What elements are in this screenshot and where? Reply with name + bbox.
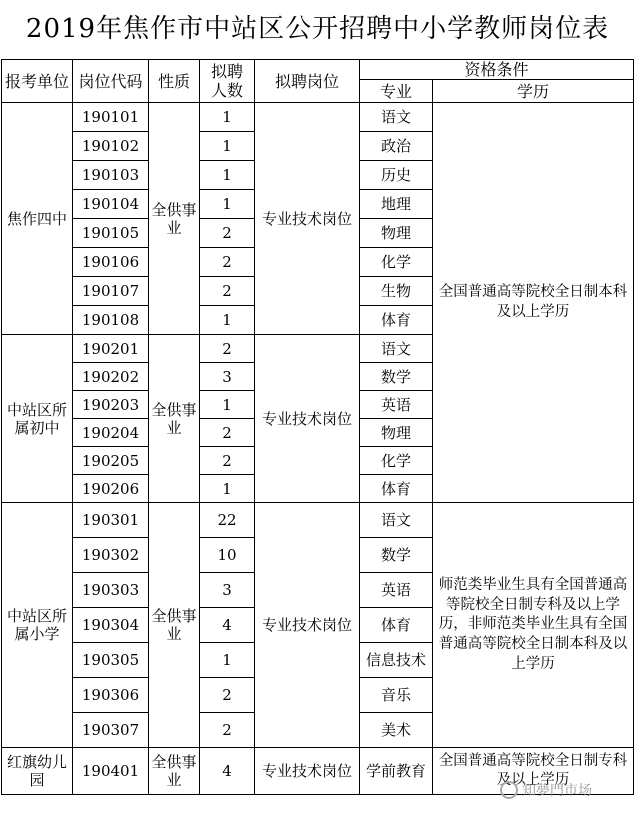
post-cell: 专业技术岗位	[255, 335, 360, 503]
table-body	[2, 60, 634, 795]
major-cell: 体育	[360, 608, 433, 643]
header-count-line1: 拟聘	[210, 61, 243, 81]
code-cell: 190106	[73, 248, 149, 277]
count-cell: 1	[200, 643, 255, 678]
post-cell: 专业技术岗位	[255, 103, 360, 335]
code-cell: 190201	[73, 335, 149, 363]
table-row	[2, 103, 634, 132]
count-cell: 2	[200, 277, 255, 306]
header-major: 专业	[360, 80, 433, 103]
major-cell: 语文	[360, 103, 433, 132]
major-cell: 美术	[360, 713, 433, 748]
code-cell: 190204	[73, 419, 149, 447]
count-cell: 10	[200, 538, 255, 573]
header-count-line2: 人数	[210, 81, 243, 101]
code-cell: 190302	[73, 538, 149, 573]
major-cell: 英语	[360, 573, 433, 608]
major-cell: 数学	[360, 538, 433, 573]
major-cell: 音乐	[360, 678, 433, 713]
code-cell: 190105	[73, 219, 149, 248]
count-cell: 3	[200, 573, 255, 608]
count-cell: 1	[200, 103, 255, 132]
code-cell: 190303	[73, 573, 149, 608]
education-cell: 全国普通高等院校全日制本科及以上学历	[433, 103, 634, 503]
count-cell: 2	[200, 248, 255, 277]
major-cell: 化学	[360, 447, 433, 475]
count-cell: 2	[200, 713, 255, 748]
major-cell: 地理	[360, 190, 433, 219]
wechat-logo-icon	[500, 781, 518, 799]
count-cell: 1	[200, 132, 255, 161]
major-cell: 信息技术	[360, 643, 433, 678]
code-cell: 190107	[73, 277, 149, 306]
watermark	[500, 776, 630, 804]
count-cell: 1	[200, 161, 255, 190]
nature-cell: 全供事业	[149, 748, 200, 795]
nature-cell: 全供事业	[149, 503, 200, 748]
major-cell: 历史	[360, 161, 433, 190]
major-cell: 语文	[360, 503, 433, 538]
major-cell: 物理	[360, 219, 433, 248]
job-table	[1, 59, 634, 795]
major-cell: 化学	[360, 248, 433, 277]
header-count	[200, 60, 255, 103]
code-cell: 190104	[73, 190, 149, 219]
post-cell: 专业技术岗位	[255, 748, 360, 795]
table-row	[2, 503, 634, 538]
watermark-text: 知夢門市场	[522, 783, 592, 799]
count-cell: 2	[200, 219, 255, 248]
major-cell: 体育	[360, 475, 433, 503]
count-cell: 1	[200, 475, 255, 503]
education-cell: 全国普通高等院校全日制专科及以上学历	[433, 748, 634, 795]
code-cell: 190305	[73, 643, 149, 678]
unit-cell: 红旗幼儿园	[2, 748, 73, 795]
header-row-1	[2, 60, 634, 80]
code-cell: 190203	[73, 391, 149, 419]
major-cell: 英语	[360, 391, 433, 419]
count-cell: 2	[200, 447, 255, 475]
unit-cell: 中站区所属小学	[2, 503, 73, 748]
header-code: 岗位代码	[73, 60, 149, 103]
code-cell: 190202	[73, 363, 149, 391]
header-post: 拟聘岗位	[255, 60, 360, 103]
code-cell: 190108	[73, 306, 149, 335]
nature-cell: 全供事业	[149, 335, 200, 503]
post-cell: 专业技术岗位	[255, 503, 360, 748]
unit-cell: 中站区所属初中	[2, 335, 73, 503]
code-cell: 190103	[73, 161, 149, 190]
count-cell: 2	[200, 335, 255, 363]
code-cell: 190301	[73, 503, 149, 538]
code-cell: 190206	[73, 475, 149, 503]
count-cell: 3	[200, 363, 255, 391]
major-cell: 政治	[360, 132, 433, 161]
count-cell: 4	[200, 748, 255, 795]
count-cell: 2	[200, 419, 255, 447]
count-cell: 1	[200, 306, 255, 335]
count-cell: 22	[200, 503, 255, 538]
code-cell: 190101	[73, 103, 149, 132]
major-cell: 体育	[360, 306, 433, 335]
major-cell: 数学	[360, 363, 433, 391]
count-cell: 4	[200, 608, 255, 643]
education-cell: 师范类毕业生具有全国普通高等院校全日制专科及以上学历，非师范类毕业生具有全国普通高等院校全日制本科及以上学历	[433, 503, 634, 748]
count-cell: 1	[200, 391, 255, 419]
header-unit: 报考单位	[2, 60, 73, 103]
header-qualification: 资格条件	[360, 60, 634, 80]
count-cell: 2	[200, 678, 255, 713]
major-cell: 语文	[360, 335, 433, 363]
major-cell: 生物	[360, 277, 433, 306]
code-cell: 190306	[73, 678, 149, 713]
code-cell: 190401	[73, 748, 149, 795]
unit-cell: 焦作四中	[2, 103, 73, 335]
header-nature: 性质	[149, 60, 200, 103]
code-cell: 190102	[73, 132, 149, 161]
major-cell: 物理	[360, 419, 433, 447]
page-title: 2019年焦作市中站区公开招聘中小学教师岗位表	[25, 14, 610, 44]
major-cell: 学前教育	[360, 748, 433, 795]
count-cell: 1	[200, 190, 255, 219]
code-cell: 190304	[73, 608, 149, 643]
code-cell: 190307	[73, 713, 149, 748]
nature-cell: 全供事业	[149, 103, 200, 335]
code-cell: 190205	[73, 447, 149, 475]
header-education: 学历	[433, 80, 634, 103]
